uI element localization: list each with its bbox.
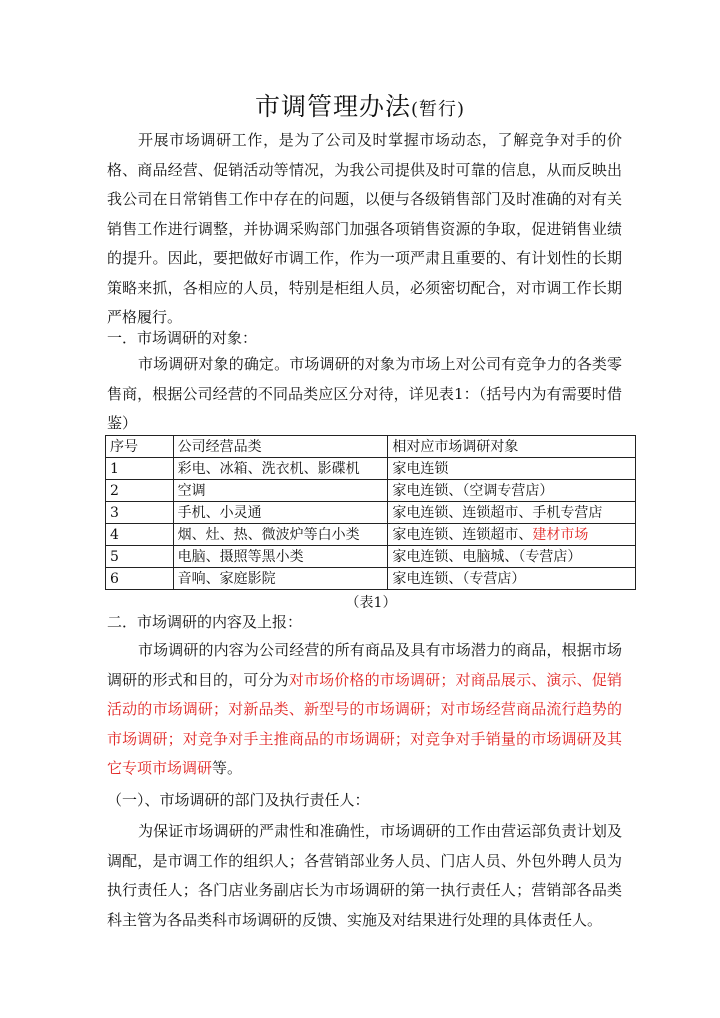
table-cell-category: 电脑、摄照等黑小类 <box>173 546 388 568</box>
table-cell-no: 3 <box>106 502 174 524</box>
table-cell-target <box>388 458 636 480</box>
title-main: 市调管理办法 <box>254 92 411 121</box>
table-row <box>106 546 636 568</box>
document-title <box>0 92 720 125</box>
table-cell-category: 手机、小灵通 <box>173 502 388 524</box>
table-header-row <box>106 436 636 458</box>
table-cell-no: 2 <box>106 480 174 502</box>
table-row <box>106 524 636 546</box>
section2-heading: 二．市场调研的内容及上报： <box>107 613 303 631</box>
section1-heading: 一．市场调研的对象： <box>107 329 258 347</box>
table-cell-target <box>388 480 636 502</box>
table-row <box>106 502 636 524</box>
section2-text-end: 等。 <box>212 759 243 777</box>
section2-text-start: 市场调研的内容为公司经营的所有商品及具有市场潜力的商品，根据市场调研的形式和目的，可分为 <box>107 641 622 689</box>
subsection1-paragraph: 为保证市场调研的严肃性和准确性，市场调研的工作由营运部负责计划及调配，是市调工作的组织人；各营销部业务人员、门店人员、外包外聘人员为执行责任人；各门店业务副店长为市场调研的第一执行责任人；营销部各品类科主管为各品类科市场调研的反馈、实施及对结果进行处理的具体责任人。 <box>107 822 622 929</box>
intro-paragraph: 开展市场调研工作，是为了公司及时掌握市场动态，了解竞争对手的价格、商品经营、促销活动等情况，为我公司提供及时可靠的信息，从而反映出我公司在日常销售工作中存在的问题，以便与各级销售部门及时准确的对有关销售工作进行调整，并协调采购部门加强各项销售资源的争取，促进销售业绩的提升。因此，要把做好市调工作，作为一项严肃且重要的、有计划性的长期策略来抓，各相应的人员，特别是柜组人员，必须密切配合，对市调工作长期严格履行。 <box>107 131 622 326</box>
table-cell-target <box>388 524 636 546</box>
table-cell-target <box>388 502 636 524</box>
table-row <box>106 458 636 480</box>
table-target-text: 家电连锁、（空调专营店） <box>392 482 554 499</box>
table-cell-no: 4 <box>106 524 174 546</box>
table-cell-category: 空调 <box>173 480 388 502</box>
table-target-text: 家电连锁 <box>392 460 449 477</box>
table-row <box>106 480 636 502</box>
category-table <box>105 435 636 590</box>
table-header-cell: 序号 <box>106 436 174 458</box>
table-cell-no: 6 <box>106 568 174 590</box>
table-cell-category: 烟、灶、热、微波炉等白小类 <box>173 524 388 546</box>
section2-text-highlight: 对市场价格的市场调研；对商品展示、演示、促销活动的市场调研；对新品类、新型号的市场调研；对市场经营商品流行趋势的市场调研；对竞争对手主推商品的市场调研；对竞争对手销量的市场调研及其它专项市场调研 <box>107 670 622 777</box>
table-cell-category: 彩电、冰箱、洗衣机、影碟机 <box>173 458 388 480</box>
section2-paragraph <box>107 636 622 784</box>
subsection1-heading: （一）、市场调研的部门及执行责任人： <box>107 791 370 809</box>
table-cell-no: 1 <box>106 458 174 480</box>
table-caption: （表1） <box>345 595 397 611</box>
table-cell-category: 音响、家庭影院 <box>173 568 388 590</box>
table-target-highlight: 建材市场 <box>532 526 589 543</box>
table-header-cell: 公司经营品类 <box>173 436 388 458</box>
table-row <box>106 568 636 590</box>
table-target-text: 家电连锁、（专营店） <box>392 570 526 587</box>
table-target-text: 家电连锁、电脑城、（专营店） <box>392 548 582 565</box>
table-target-text: 家电连锁、连锁超市、手机专营店 <box>392 504 603 521</box>
table-header-cell: 相对应市场调研对象 <box>388 436 636 458</box>
section1-paragraph: 市场调研对象的确定。市场调研的对象为市场上对公司有竞争力的各类零售商，根据公司经营的不同品类应区分对待，详见表1：（括号内为有需要时借鉴） <box>107 355 622 432</box>
table-target-text: 家电连锁、连锁超市、 <box>392 526 533 543</box>
table-cell-target <box>388 568 636 590</box>
title-subtitle: (暂行) <box>410 99 466 120</box>
table-cell-target <box>388 546 636 568</box>
table-cell-no: 5 <box>106 546 174 568</box>
